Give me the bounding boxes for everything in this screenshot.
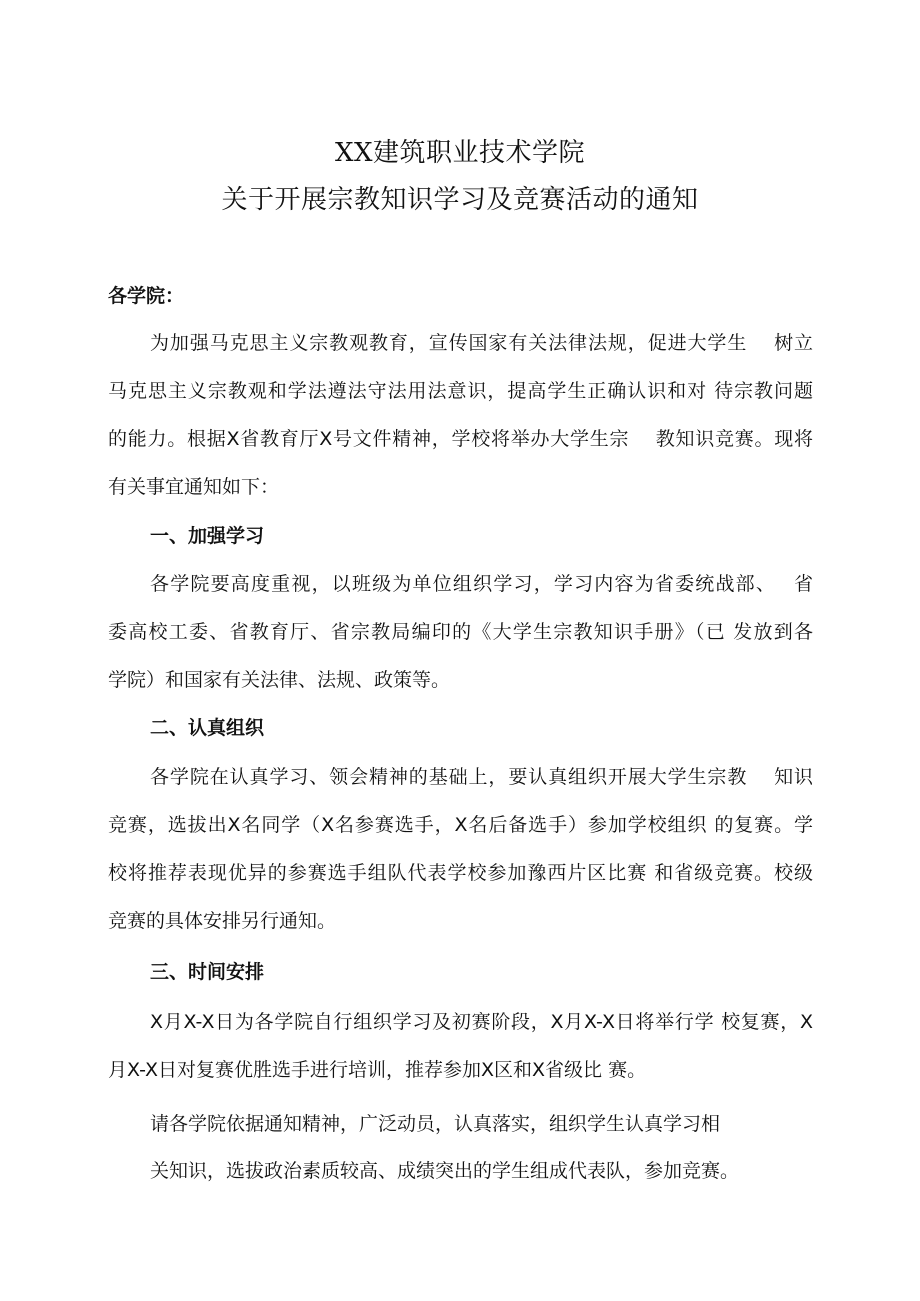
section1-line: 委高校工委、省教育厅、省宗教局编印的《大学生宗教知识手册》（已 发放到各: [108, 621, 813, 643]
intro-line: 的能力。根据X省教育厅X号文件精神，学校将举办大学生宗 教知识竞赛。现将: [108, 428, 813, 450]
document-title-notice: 关于开展宗教知识学习及竞赛活动的通知: [221, 185, 699, 215]
section-heading-3: 三、时间安排: [150, 961, 265, 983]
salutation: 各学院：: [108, 285, 185, 307]
section-heading-2: 二、认真组织: [150, 717, 265, 739]
section-heading-1: 一、加强学习: [150, 525, 265, 547]
section1-line: 学院）和国家有关法律、法规、政策等。: [108, 669, 451, 691]
closing-line: 关知识，选拔政治素质较高、成绩突出的学生组成代表队，参加竞赛。: [150, 1160, 740, 1182]
section3-line: 月X-X日对复赛优胜选手进行培训，推荐参加X区和X省级比 赛。: [108, 1059, 647, 1081]
intro-line: 马克思主义宗教观和学法遵法守法用法意识，提高学生正确认识和对 待宗教问题: [108, 380, 813, 402]
section2-line: 各学院在认真学习、领会精神的基础上，要认真组织开展大学生宗教 知识: [150, 766, 813, 788]
intro-line: 为加强马克思主义宗教观教育，宣传国家有关法律法规，促进大学生 树立: [150, 332, 813, 354]
section3-line: X月X-X日为各学院自行组织学习及初赛阶段，X月X-X日将举行学 校复赛，X: [150, 1011, 813, 1033]
intro-line: 有关事宜通知如下：: [108, 476, 280, 498]
section2-line: 竞赛的具体安排另行通知。: [108, 910, 337, 932]
section1-line: 各学院要高度重视，以班级为单位组织学习，学习内容为省委统战部、 省: [150, 573, 813, 595]
document-title-institution: XX建筑职业技术学院: [334, 138, 586, 168]
section2-line: 竞赛，选拔出X名同学（X名参赛选手，X名后备选手）参加学校组织 的复赛。学: [108, 814, 813, 836]
section2-line: 校将推荐表现优异的参赛选手组队代表学校参加豫西片区比赛 和省级竞赛。校级: [108, 862, 813, 884]
closing-line: 请各学院依据通知精神，广泛动员，认真落实，组织学生认真学习相: [150, 1113, 721, 1135]
